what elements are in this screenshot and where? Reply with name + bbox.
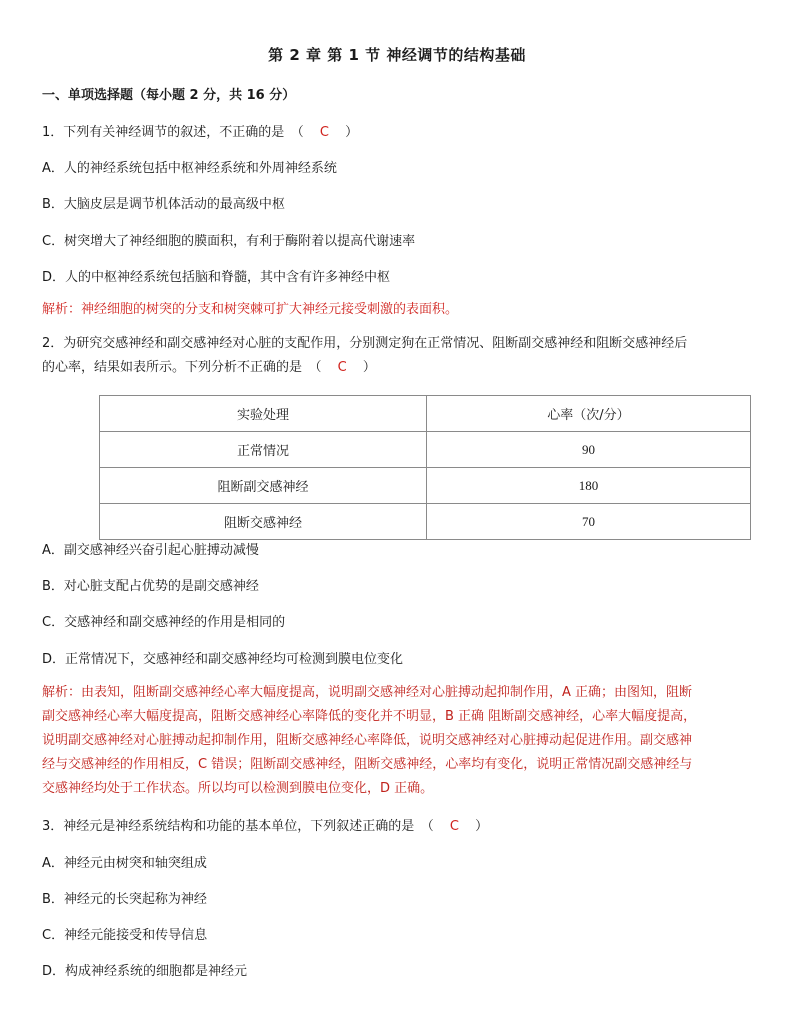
question-1-answer: C	[319, 125, 329, 140]
question-1-stem	[42, 124, 754, 141]
question-3-option-c: C．神经元能接受和传导信息	[42, 928, 208, 943]
question-2-option-d: D．正常情况下，交感神经和副交感神经均可检测到膜电位变化	[42, 652, 404, 667]
question-2-close: ）	[362, 360, 376, 375]
question-2-stem-line-2	[42, 356, 754, 380]
explanation-line: 副交感神经心率大幅度提高，阻断交感神经心率降低的变化并不明显，B 正确 阻断副交感神经，心率大幅度提高，	[42, 709, 697, 724]
question-1-option-c: C．树突增大了神经细胞的膜面积，有利于酶附着以提高代谢速率	[42, 234, 416, 249]
question-1-close: ）	[345, 125, 359, 140]
question-3-text: 3．神经元是神经系统结构和功能的基本单位，下列叙述正确的是 （	[42, 819, 434, 834]
table-header-cell: 实验处理	[100, 396, 427, 432]
question-3-stem	[42, 818, 754, 835]
question-2-option-a: A．副交感神经兴奋引起心脏搏动减慢	[42, 543, 259, 558]
table-cell: 180	[427, 468, 751, 504]
table-header-cell: 心率（次/分）	[427, 396, 751, 432]
question-1-option-d: D．人的中枢神经系统包括脑和脊髓，其中含有许多神经中枢	[42, 270, 391, 285]
explanation-line: 交感神经均处于工作状态。所以均可以检测到膜电位变化，D 正确。	[42, 781, 434, 796]
question-1-explanation: 解析：神经细胞的树突的分支和树突棘可扩大神经元接受刺激的表面积。	[42, 302, 459, 317]
explanation-line: 说明副交感神经对心脏搏动起抑制作用，阻断交感神经心率降低，说明交感神经对心脏搏动起促进作用。副交感神	[42, 733, 693, 748]
table-row	[100, 432, 751, 468]
question-3-option-b: B．神经元的长突起称为神经	[42, 892, 207, 907]
table-cell: 90	[427, 432, 751, 468]
question-1-text: 1．下列有关神经调节的叙述，不正确的是 （	[42, 125, 304, 140]
question-2-answer: C	[337, 360, 347, 375]
question-1-option-a: A．人的神经系统包括中枢神经系统和外周神经系统	[42, 161, 337, 176]
question-2-explanation	[42, 681, 754, 801]
heart-rate-table	[99, 395, 751, 540]
question-2-stem-line-1: 2．为研究交感神经和副交感神经对心脏的支配作用，分别测定狗在正常情况、阻断副交感神经和阻断交感神经后	[42, 336, 688, 351]
question-1-option-b: B．大脑皮层是调节机体活动的最高级中枢	[42, 197, 285, 212]
table-cell: 阻断副交感神经	[100, 468, 427, 504]
question-3-close: ）	[475, 819, 489, 834]
table-row	[100, 468, 751, 504]
explanation-line: 经与交感神经的作用相反，C 错误；阻断副交感神经，阻断交感神经，心率均有变化，说明正常情况副交感神经与	[42, 757, 693, 772]
page-title: 第 2 章 第 1 节 神经调节的结构基础	[268, 46, 526, 64]
section-heading: 一、单项选择题（每小题 2 分，共 16 分）	[42, 88, 296, 103]
table-cell: 正常情况	[100, 432, 427, 468]
question-3-option-d: D．构成神经系统的细胞都是神经元	[42, 964, 248, 979]
question-2-option-c: C．交感神经和副交感神经的作用是相同的	[42, 615, 286, 630]
question-2-stem	[42, 332, 754, 380]
question-2-text: 的心率，结果如表所示。下列分析不正确的是 （	[42, 360, 322, 375]
table-row	[100, 504, 751, 540]
table-header-row	[100, 396, 751, 432]
table-cell: 70	[427, 504, 751, 540]
question-3-option-a: A．神经元由树突和轴突组成	[42, 856, 207, 871]
explanation-line: 解析：由表知，阻断副交感神经心率大幅度提高，说明副交感神经对心脏搏动起抑制作用，A 正确；由图知，阻断	[42, 685, 693, 700]
question-2-option-b: B．对心脏支配占优势的是副交感神经	[42, 579, 259, 594]
question-3-answer: C	[449, 819, 459, 834]
table-cell: 阻断交感神经	[100, 504, 427, 540]
